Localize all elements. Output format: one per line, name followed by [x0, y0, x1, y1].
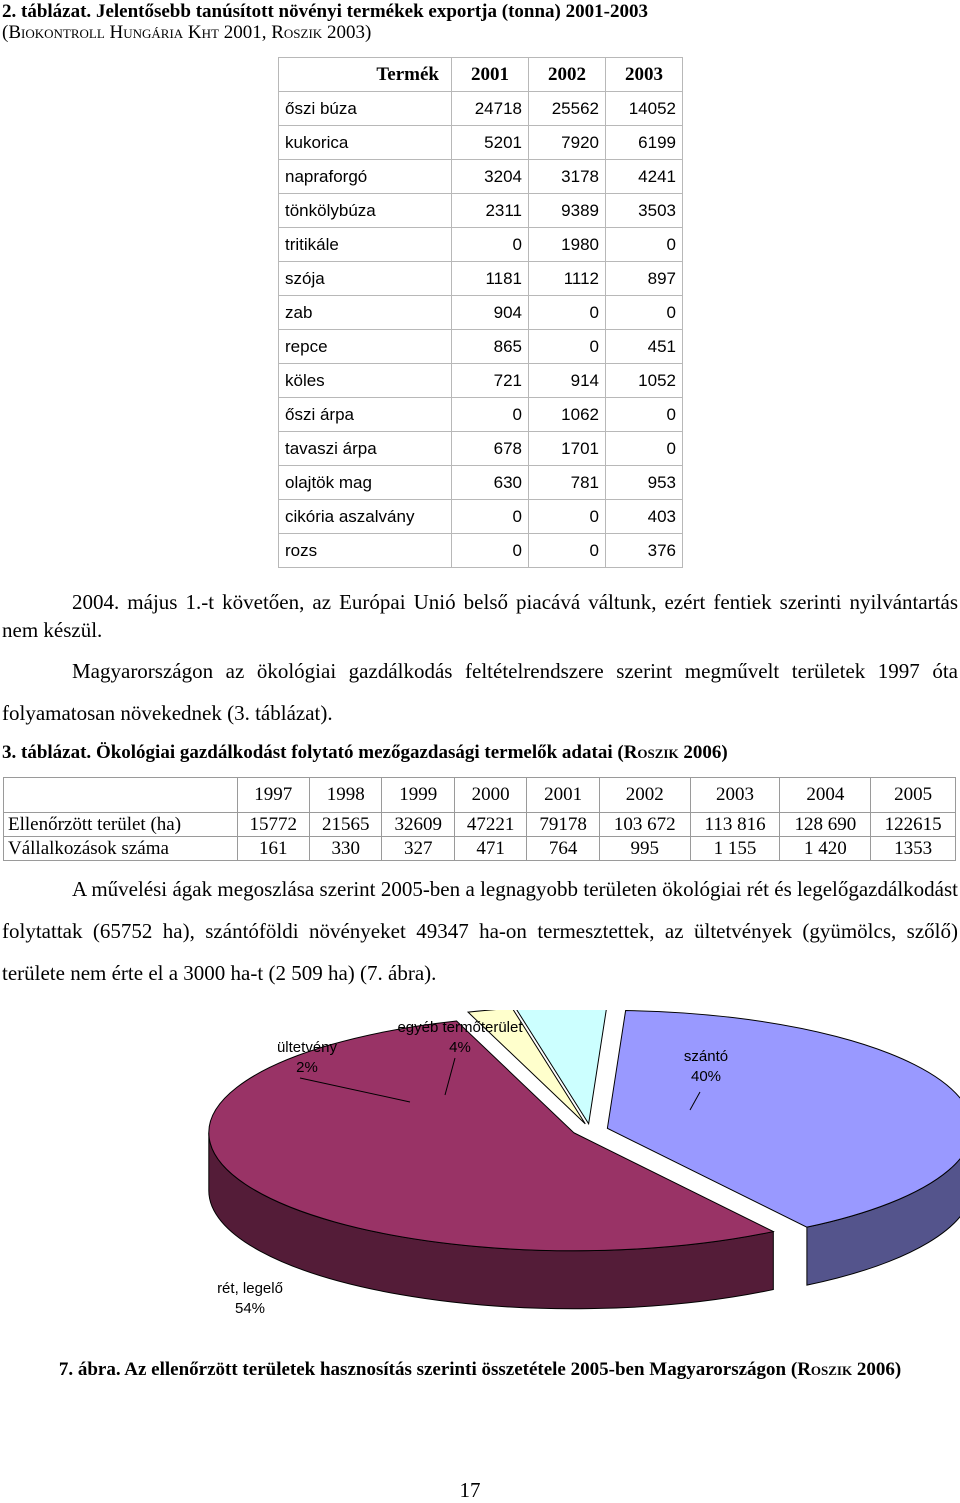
export-value: 630 [452, 466, 529, 500]
export-value: 3503 [606, 194, 683, 228]
product-name: zab [279, 296, 452, 330]
organic-farming-table [3, 777, 956, 861]
export-value: 678 [452, 432, 529, 466]
export-value: 376 [606, 534, 683, 568]
figure-caption-source: Roszik [797, 1359, 853, 1380]
table-cell: 128 690 [780, 813, 871, 837]
table2-caption-title: Jelentősebb tanúsított növényi termékek exportja (tonna) 2001-2003 [95, 1, 648, 22]
label-ultetveny [262, 1038, 352, 1078]
table-row [279, 228, 683, 262]
table2-caption-label: 2. táblázat. [2, 1, 92, 22]
year-header: 2001 [527, 778, 599, 813]
paragraph-eu-text: 2004. május 1.-t követően, az Európai Unió belső piacává váltunk, ezért fentiek szerinti nyilvántartás nem készül. [2, 590, 958, 642]
year-header: 2004 [780, 778, 871, 813]
table-cell: 330 [310, 837, 382, 861]
year-header: 2005 [871, 778, 956, 813]
export-value: 403 [606, 500, 683, 534]
year-header: 2002 [599, 778, 690, 813]
table-cell: 15772 [237, 813, 309, 837]
table-row [279, 262, 683, 296]
figure-caption-label: 7. ábra. [58, 1359, 121, 1380]
export-value: 9389 [529, 194, 606, 228]
table2-source-year-1: 2001, [223, 22, 267, 43]
table3-caption-label: 3. táblázat. [2, 742, 92, 763]
table-cell: 21565 [310, 813, 382, 837]
table-cell: 995 [599, 837, 690, 861]
export-table [278, 57, 683, 568]
label-szanto [666, 1047, 746, 1087]
product-name: köles [279, 364, 452, 398]
export-value: 1181 [452, 262, 529, 296]
table-row [279, 534, 683, 568]
paragraph-eu [2, 588, 958, 644]
export-value: 1112 [529, 262, 606, 296]
column-header: 2001 [452, 58, 529, 92]
export-value: 3204 [452, 160, 529, 194]
export-value: 14052 [606, 92, 683, 126]
table2-source-2: Roszik [271, 22, 323, 43]
table-row [279, 160, 683, 194]
figure-caption-title: Az ellenőrzött területek hasznosítás szerinti összetétele 2005-ben Magyarországon ( [124, 1359, 798, 1380]
export-value: 953 [606, 466, 683, 500]
label-ret-legelo [200, 1279, 300, 1319]
export-value: 0 [606, 398, 683, 432]
table2-source-year-2: 2003) [326, 22, 372, 43]
label-szanto-value: 40% [690, 1068, 722, 1085]
export-value: 6199 [606, 126, 683, 160]
product-name: kukorica [279, 126, 452, 160]
paragraph-growth-text: Magyarországon az ökológiai gazdálkodás feltételrendszere szerint megművelt területek 1997 óta folyamatosan növekednek (3. táblázat). [2, 659, 958, 725]
export-value: 25562 [529, 92, 606, 126]
label-ret-legelo-name: rét, legelő [217, 1280, 283, 1297]
table3-caption-year: 2006) [683, 742, 728, 763]
export-value: 904 [452, 296, 529, 330]
export-value: 1701 [529, 432, 606, 466]
table-cell: 113 816 [690, 813, 780, 837]
table-row [279, 432, 683, 466]
table-row [279, 194, 683, 228]
year-header: 1997 [237, 778, 309, 813]
page-number: 17 [459, 1478, 481, 1502]
export-value: 24718 [452, 92, 529, 126]
product-name: szója [279, 262, 452, 296]
product-name: olajtök mag [279, 466, 452, 500]
table-cell: 122615 [871, 813, 956, 837]
table-row [279, 466, 683, 500]
year-header: 2003 [690, 778, 780, 813]
label-szanto-name: szántó [683, 1048, 729, 1065]
export-value: 0 [529, 296, 606, 330]
table-cell: 161 [237, 837, 309, 861]
product-name: rozs [279, 534, 452, 568]
table-cell: 764 [527, 837, 599, 861]
year-header: 1998 [310, 778, 382, 813]
row-label: Vállalkozások száma [4, 837, 238, 861]
export-value: 0 [529, 330, 606, 364]
table-row [279, 296, 683, 330]
table-cell: 1 155 [690, 837, 780, 861]
table3-caption-title: Ökológiai gazdálkodást folytató mezőgazdasági termelők adatai ( [95, 742, 624, 763]
export-value: 0 [529, 500, 606, 534]
product-name: őszi búza [279, 92, 452, 126]
export-value: 451 [606, 330, 683, 364]
export-value: 721 [452, 364, 529, 398]
table-cell: 1 420 [780, 837, 871, 861]
export-value: 1980 [529, 228, 606, 262]
label-ret-legelo-value: 54% [234, 1300, 266, 1317]
product-name: napraforgó [279, 160, 452, 194]
column-header: 2003 [606, 58, 683, 92]
table-header-row [279, 58, 683, 92]
table2-source: (Biokontroll Hungária Kht 2001, Roszik 2003) [2, 22, 372, 43]
table-row [4, 837, 956, 861]
table-row [4, 813, 956, 837]
label-egyeb-value: 4% [449, 1039, 471, 1056]
table3-caption-source: Roszik [623, 742, 679, 763]
table-header-row [4, 778, 956, 813]
export-value: 0 [606, 432, 683, 466]
year-header: 1999 [382, 778, 454, 813]
export-value: 0 [452, 500, 529, 534]
label-ultetveny-value: 2% [296, 1059, 318, 1076]
export-value: 1052 [606, 364, 683, 398]
product-name: tavaszi árpa [279, 432, 452, 466]
product-name: tönkölybúza [279, 194, 452, 228]
export-value: 0 [452, 228, 529, 262]
empty-header-cell [4, 778, 238, 813]
export-value: 1062 [529, 398, 606, 432]
column-header: Termék [279, 58, 452, 92]
table-row [279, 398, 683, 432]
table-cell: 32609 [382, 813, 454, 837]
year-header: 2000 [454, 778, 526, 813]
table-cell: 327 [382, 837, 454, 861]
table-cell: 79178 [527, 813, 599, 837]
paragraph-growth [2, 650, 958, 734]
paragraph-land-use [2, 868, 958, 994]
label-egyeb [380, 1018, 540, 1058]
export-value: 5201 [452, 126, 529, 160]
export-value: 7920 [529, 126, 606, 160]
export-value: 781 [529, 466, 606, 500]
export-value: 865 [452, 330, 529, 364]
export-value: 0 [606, 228, 683, 262]
export-value: 0 [529, 534, 606, 568]
export-value: 2311 [452, 194, 529, 228]
column-header: 2002 [529, 58, 606, 92]
product-name: repce [279, 330, 452, 364]
table-row [279, 126, 683, 160]
table2-source-1: Biokontroll Hungária Kht [8, 22, 219, 43]
export-value: 0 [452, 534, 529, 568]
table-row [279, 500, 683, 534]
export-value: 897 [606, 262, 683, 296]
figure-caption-year: 2006) [856, 1359, 902, 1380]
land-use-pie-chart [0, 1010, 960, 1340]
table-row [279, 92, 683, 126]
table3-caption [2, 741, 728, 765]
product-name: cikória aszalvány [279, 500, 452, 534]
export-value: 3178 [529, 160, 606, 194]
table-cell: 47221 [454, 813, 526, 837]
table-cell: 471 [454, 837, 526, 861]
product-name: őszi árpa [279, 398, 452, 432]
export-value: 0 [606, 296, 683, 330]
product-name: tritikále [279, 228, 452, 262]
export-value: 0 [452, 398, 529, 432]
table-cell: 103 672 [599, 813, 690, 837]
row-label: Ellenőrzött terület (ha) [4, 813, 238, 837]
figure-caption [0, 1359, 960, 1381]
table-row [279, 330, 683, 364]
paragraph-land-use-text: A művelési ágak megoszlása szerint 2005-ben a legnagyobb területen ökológiai rét és legelőgazdálkodást folytattak (65752 ha), szántóföldi növényeket 49347 ha-on termesztettek, az ültetvények (gyümölcs, szőlő) területe nem érte el a 3000 ha-t (2 509 ha) (7. ábra). [2, 877, 958, 985]
table-cell: 1353 [871, 837, 956, 861]
export-value: 4241 [606, 160, 683, 194]
label-ultetveny-name: ültetvény [276, 1039, 338, 1056]
table-row [279, 364, 683, 398]
export-value: 914 [529, 364, 606, 398]
label-egyeb-name: egyéb termőterület [397, 1019, 523, 1036]
